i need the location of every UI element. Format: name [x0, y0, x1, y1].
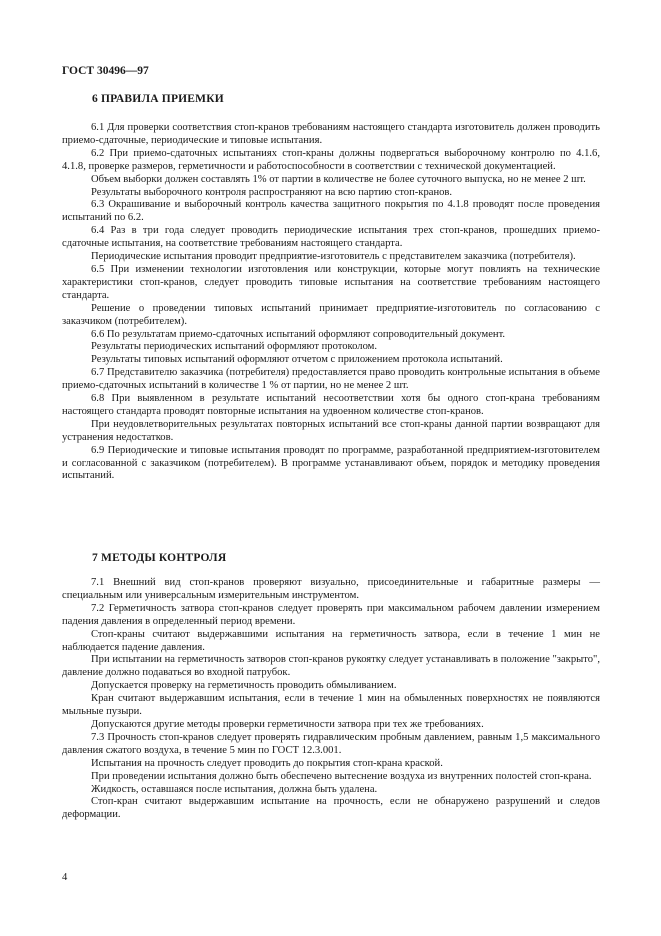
paragraph: Объем выборки должен составлять 1% от партии в количестве не более суточного выпуска, но не менее 2 шт.: [91, 173, 586, 185]
paragraph: Стоп-кран считают выдержавшим испытание на прочность, если не обнаружено разрушений и следов деформации.: [62, 796, 600, 821]
paragraph: 6.7 Представителю заказчика (потребителя) предоставляется право проводить контрольные испытания в объеме приемо-сдаточных испытаний в количестве 1 % от партии, но не менее 2 шт.: [62, 367, 600, 392]
paragraph: 6.8 При выявленном в результате испытаний несоответствии хотя бы одного стоп-крана требованиям настоящего стандарта проводят повторные испытания на удвоенном количестве стоп-кранов.: [62, 393, 600, 417]
section-6-body: [62, 122, 600, 483]
paragraph: При проведении испытания должно быть обеспечено вытеснение воздуха из внутренних полостей стоп-крана.: [91, 770, 592, 782]
paragraph: 6.2 При приемо-сдаточных испытаниях стоп-краны должны подвергаться выборочному контролю по 4.1.6, 4.1.8, проверке размеров, герметичности и работоспособности в соответствии с технической документацией.: [62, 147, 600, 172]
paragraph: Периодические испытания проводит предприятие-изготовитель с представителем заказчика (потребителя).: [91, 251, 576, 263]
paragraph: Результаты выборочного контроля распространяют на всю партию стоп-кранов.: [91, 186, 453, 198]
paragraph: Жидкость, оставшаяся после испытания, должна быть удалена.: [91, 783, 378, 795]
paragraph: Стоп-краны считают выдержавшими испытания на герметичность затвора, если в течение 1 мин не наблюдается падение давления.: [62, 628, 600, 653]
paragraph: Решение о проведении типовых испытаний принимает предприятие-изготовитель по согласованию с заказчиком (потребителем).: [62, 302, 600, 327]
paragraph: 7.1 Внешний вид стоп-кранов проверяют визуально, присоединительные и габаритные размеры — специальным или универсальным измерительным инструментом.: [62, 577, 600, 601]
section-7-body: [62, 577, 600, 822]
paragraph: 7.3 Прочность стоп-кранов следует проверять гидравлическим пробным давлением, равным 1,5 максимального давления сжатого воздуха, в течение 5 мин по ГОСТ 12.3.001.: [62, 731, 600, 756]
paragraph: 7.2 Герметичность затвора стоп-кранов следует проверять при максимальном рабочем давлении измерением падения давления в определенный период времени.: [62, 602, 600, 627]
section-7-title: 7 МЕТОДЫ КОНТРОЛЯ: [92, 552, 227, 564]
document-number: ГОСТ 30496—97: [62, 65, 149, 77]
paragraph: 6.3 Окрашивание и выборочный контроль качества защитного покрытия по 4.1.8 проводят после проведения испытаний по 6.2.: [62, 199, 600, 224]
paragraph: Кран считают выдержавшим испытания, если в течение 1 мин на обмыленных поверхностях не появляются мыльные пузыри.: [62, 693, 600, 718]
paragraph: 6.9 Периодические и типовые испытания проводят по программе, разработанной предприятием-изготовителем и согласованной с заказчиком (потребителем). В программе устанавливают объем, порядок и методику проведения испытаний.: [62, 444, 600, 482]
paragraph: Результаты типовых испытаний оформляют отчетом с приложением протокола испытаний.: [91, 354, 503, 366]
page-number: 4: [62, 872, 68, 883]
paragraph: 6.6 По результатам приемо-сдаточных испытаний оформляют сопроводительный документ.: [91, 328, 506, 340]
paragraph: 6.1 Для проверки соответствия стоп-кранов требованиям настоящего стандарта изготовитель должен проводить приемо-сдаточные, периодические и типовые испытания.: [62, 122, 600, 146]
paragraph: При неудовлетворительных результатах повторных испытаний все стоп-краны данной партии возвращают для устранения недостатков.: [62, 418, 600, 443]
paragraph: Испытания на прочность следует проводить до покрытия стоп-крана краской.: [91, 757, 443, 769]
paragraph: 6.5 При изменении технологии изготовления или конструкции, которые могут повлиять на технические характеристики стоп-кранов, следует проводить типовые испытания на соответствие требованиям настоящего стандарта.: [62, 263, 600, 301]
paragraph: Допускаются другие методы проверки герметичности затвора при тех же требованиях.: [91, 718, 484, 730]
section-6-title: 6 ПРАВИЛА ПРИЕМКИ: [92, 93, 224, 105]
paragraph: При испытании на герметичность затворов стоп-кранов рукоятку следует устанавливать в положение "закрыто", давление должно подаваться во входной патрубок.: [62, 654, 600, 679]
paragraph: 6.4 Раз в три года следует проводить периодические испытания трех стоп-кранов, прошедших приемо-сдаточные испытания, на соответствие требованиям настоящего стандарта.: [62, 225, 600, 250]
paragraph: Допускается проверку на герметичность проводить обмыливанием.: [91, 680, 397, 692]
paragraph: Результаты периодических испытаний оформляют протоколом.: [91, 341, 378, 353]
